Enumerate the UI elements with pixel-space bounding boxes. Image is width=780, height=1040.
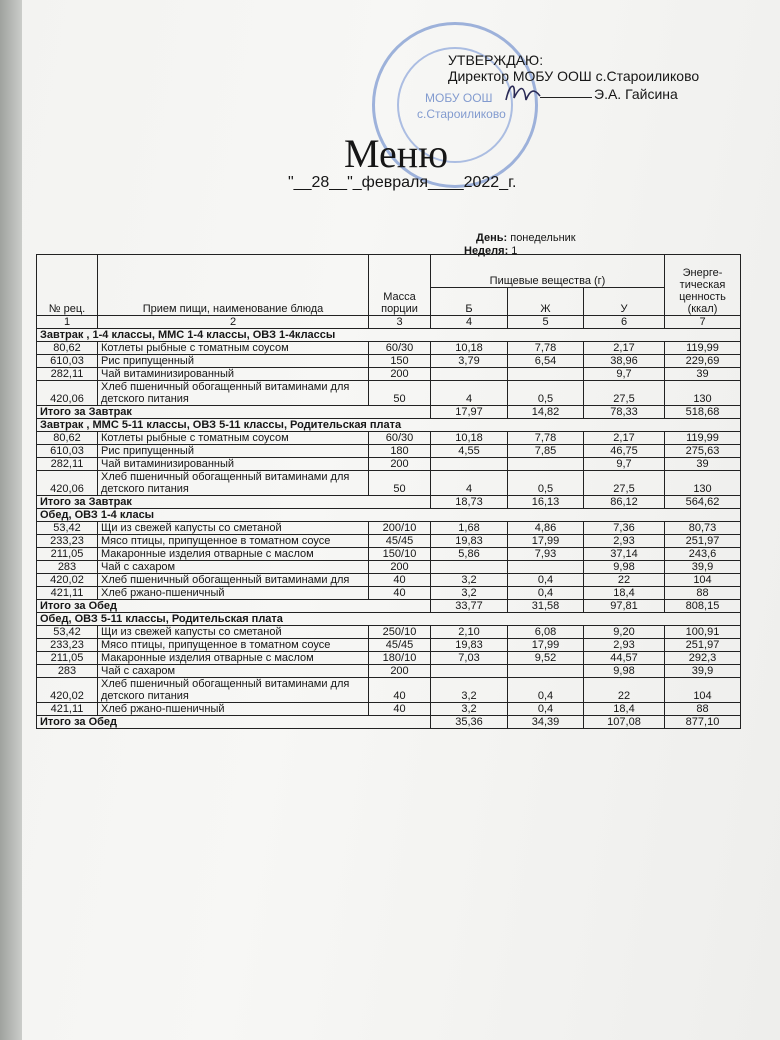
energy-value: 39,9 bbox=[665, 665, 741, 678]
dish-name: Чай с сахаром bbox=[98, 561, 369, 574]
carb-value: 9,98 bbox=[584, 561, 665, 574]
energy-total: 808,15 bbox=[665, 600, 741, 613]
dish-name: Котлеты рыбные с томатным соусом bbox=[98, 342, 369, 355]
table-row bbox=[37, 432, 741, 445]
total-row bbox=[37, 716, 741, 729]
portion-mass: 50 bbox=[369, 381, 431, 406]
fat-value bbox=[508, 458, 584, 471]
total-row bbox=[37, 496, 741, 509]
portion-mass: 180 bbox=[369, 445, 431, 458]
portion-mass: 200 bbox=[369, 665, 431, 678]
col-header-name: Прием пищи, наименование блюда bbox=[98, 255, 369, 316]
dish-name: Хлеб пшеничный обогащенный витаминами для детского питания bbox=[98, 471, 369, 496]
energy-value: 100,91 bbox=[665, 626, 741, 639]
total-label: Итого за Обед bbox=[37, 716, 431, 729]
recipe-number: 233,23 bbox=[37, 535, 98, 548]
stamp-text-line1: МОБУ ООШ bbox=[425, 91, 493, 105]
portion-mass: 150 bbox=[369, 355, 431, 368]
menu-table bbox=[36, 254, 741, 729]
energy-value: 119,99 bbox=[665, 432, 741, 445]
carb-value: 44,57 bbox=[584, 652, 665, 665]
fat-value: 7,85 bbox=[508, 445, 584, 458]
carb-value: 46,75 bbox=[584, 445, 665, 458]
total-label: Итого за Завтрак bbox=[37, 496, 431, 509]
carb-value: 2,17 bbox=[584, 342, 665, 355]
dish-name: Мясо птицы, припущенное в томатном соусе bbox=[98, 535, 369, 548]
fat-value: 7,78 bbox=[508, 342, 584, 355]
energy-value: 39,9 bbox=[665, 561, 741, 574]
fat-total: 14,82 bbox=[508, 406, 584, 419]
recipe-number: 282,11 bbox=[37, 368, 98, 381]
total-row bbox=[37, 600, 741, 613]
total-label: Итого за Завтрак bbox=[37, 406, 431, 419]
protein-value: 3,2 bbox=[431, 587, 508, 600]
signature-scribble bbox=[502, 78, 542, 106]
energy-value: 119,99 bbox=[665, 342, 741, 355]
protein-value: 4,55 bbox=[431, 445, 508, 458]
section-title: Завтрак , ММС 5-11 классы, ОВЗ 5-11 классы, Родительская плата bbox=[37, 419, 741, 432]
table-row bbox=[37, 574, 741, 587]
table-row bbox=[37, 368, 741, 381]
fat-total: 16,13 bbox=[508, 496, 584, 509]
section-title-row bbox=[37, 329, 741, 342]
fat-value: 7,93 bbox=[508, 548, 584, 561]
protein-value: 3,2 bbox=[431, 574, 508, 587]
energy-value: 88 bbox=[665, 703, 741, 716]
col-number: 5 bbox=[508, 316, 584, 329]
dish-name: Хлеб пшеничный обогащенный витаминами для детского питания bbox=[98, 678, 369, 703]
dish-name: Хлеб ржано-пшеничный bbox=[98, 703, 369, 716]
portion-mass: 45/45 bbox=[369, 639, 431, 652]
dish-name: Хлеб пшеничный обогащенный витаминами для детского питания bbox=[98, 381, 369, 406]
protein-value: 10,18 bbox=[431, 342, 508, 355]
carb-value: 2,93 bbox=[584, 639, 665, 652]
fat-value: 0,4 bbox=[508, 703, 584, 716]
col-header-zh: Ж bbox=[508, 288, 584, 316]
recipe-number: 211,05 bbox=[37, 652, 98, 665]
stamp-text-line2: с.Староиликово bbox=[417, 107, 506, 121]
energy-value: 229,69 bbox=[665, 355, 741, 368]
section-title: Завтрак , 1-4 классы, ММС 1-4 классы, ОВЗ 1-4классы bbox=[37, 329, 741, 342]
approval-director: Директор МОБУ ООШ с.Староиликово bbox=[448, 68, 700, 84]
protein-value: 19,83 bbox=[431, 639, 508, 652]
portion-mass: 40 bbox=[369, 678, 431, 703]
col-header-b: Б bbox=[431, 288, 508, 316]
recipe-number: 420,02 bbox=[37, 678, 98, 703]
approval-name: Э.А. Гайсина bbox=[594, 86, 678, 102]
table-row bbox=[37, 342, 741, 355]
protein-value: 1,68 bbox=[431, 522, 508, 535]
recipe-number: 283 bbox=[37, 561, 98, 574]
dish-name: Щи из свежей капусты со сметаной bbox=[98, 626, 369, 639]
energy-value: 251,97 bbox=[665, 639, 741, 652]
col-header-u: У bbox=[584, 288, 665, 316]
carb-value: 38,96 bbox=[584, 355, 665, 368]
col-header-num: № рец. bbox=[37, 255, 98, 316]
carb-value: 9,20 bbox=[584, 626, 665, 639]
week-value: 1 bbox=[511, 245, 518, 257]
protein-value bbox=[431, 665, 508, 678]
col-header-energy: Энерге-тическая ценность (ккал) bbox=[665, 255, 741, 316]
total-label: Итого за Обед bbox=[37, 600, 431, 613]
carb-value: 9,98 bbox=[584, 665, 665, 678]
portion-mass: 200 bbox=[369, 561, 431, 574]
fat-value: 0,4 bbox=[508, 574, 584, 587]
recipe-number: 610,03 bbox=[37, 355, 98, 368]
col-header-nutrients: Пищевые вещества (г) bbox=[431, 255, 665, 288]
protein-value bbox=[431, 561, 508, 574]
paper-edge-shadow bbox=[0, 0, 24, 1040]
recipe-number: 53,42 bbox=[37, 522, 98, 535]
fat-value: 17,99 bbox=[508, 535, 584, 548]
dish-name: Чай витаминизированный bbox=[98, 368, 369, 381]
table-row bbox=[37, 535, 741, 548]
recipe-number: 233,23 bbox=[37, 639, 98, 652]
table-row bbox=[37, 639, 741, 652]
recipe-number: 80,62 bbox=[37, 342, 98, 355]
dish-name: Рис припущенный bbox=[98, 355, 369, 368]
carb-value: 27,5 bbox=[584, 471, 665, 496]
energy-value: 104 bbox=[665, 574, 741, 587]
protein-total: 18,73 bbox=[431, 496, 508, 509]
carb-total: 107,08 bbox=[584, 716, 665, 729]
col-number: 2 bbox=[98, 316, 369, 329]
dish-name: Рис припущенный bbox=[98, 445, 369, 458]
recipe-number: 283 bbox=[37, 665, 98, 678]
portion-mass: 40 bbox=[369, 703, 431, 716]
energy-value: 130 bbox=[665, 381, 741, 406]
table-row bbox=[37, 678, 741, 703]
portion-mass: 250/10 bbox=[369, 626, 431, 639]
carb-total: 97,81 bbox=[584, 600, 665, 613]
portion-mass: 200 bbox=[369, 368, 431, 381]
total-row bbox=[37, 406, 741, 419]
section-title: Обед, ОВЗ 5-11 классы, Родительская плата bbox=[37, 613, 741, 626]
energy-total: 564,62 bbox=[665, 496, 741, 509]
carb-total: 78,33 bbox=[584, 406, 665, 419]
protein-value bbox=[431, 458, 508, 471]
dish-name: Чай витаминизированный bbox=[98, 458, 369, 471]
protein-value: 10,18 bbox=[431, 432, 508, 445]
carb-total: 86,12 bbox=[584, 496, 665, 509]
fat-total: 34,39 bbox=[508, 716, 584, 729]
energy-value: 251,97 bbox=[665, 535, 741, 548]
fat-value: 17,99 bbox=[508, 639, 584, 652]
dish-name: Чай с сахаром bbox=[98, 665, 369, 678]
table-row bbox=[37, 548, 741, 561]
energy-value: 39 bbox=[665, 368, 741, 381]
week-label: Неделя: bbox=[464, 245, 509, 257]
protein-total: 17,97 bbox=[431, 406, 508, 419]
recipe-number: 420,06 bbox=[37, 471, 98, 496]
carb-value: 22 bbox=[584, 574, 665, 587]
section-title: Обед, ОВЗ 1-4 класы bbox=[37, 509, 741, 522]
energy-value: 292,3 bbox=[665, 652, 741, 665]
column-number-row bbox=[37, 316, 741, 329]
carb-value: 9,7 bbox=[584, 368, 665, 381]
recipe-number: 420,02 bbox=[37, 574, 98, 587]
carb-value: 27,5 bbox=[584, 381, 665, 406]
fat-value: 4,86 bbox=[508, 522, 584, 535]
protein-total: 33,77 bbox=[431, 600, 508, 613]
dish-name: Котлеты рыбные с томатным соусом bbox=[98, 432, 369, 445]
table-row bbox=[37, 652, 741, 665]
portion-mass: 200/10 bbox=[369, 522, 431, 535]
protein-total: 35,36 bbox=[431, 716, 508, 729]
table-row bbox=[37, 522, 741, 535]
col-number: 3 bbox=[369, 316, 431, 329]
portion-mass: 60/30 bbox=[369, 432, 431, 445]
table-row bbox=[37, 665, 741, 678]
col-number: 6 bbox=[584, 316, 665, 329]
recipe-number: 211,05 bbox=[37, 548, 98, 561]
day-label: День: bbox=[476, 232, 508, 244]
carb-value: 18,4 bbox=[584, 703, 665, 716]
section-title-row bbox=[37, 613, 741, 626]
protein-value: 3,2 bbox=[431, 703, 508, 716]
fat-value: 6,54 bbox=[508, 355, 584, 368]
portion-mass: 50 bbox=[369, 471, 431, 496]
dish-name: Хлеб пшеничный обогащенный витаминами для bbox=[98, 574, 369, 587]
dish-name: Макаронные изделия отварные с маслом bbox=[98, 548, 369, 561]
table-row bbox=[37, 626, 741, 639]
fat-value bbox=[508, 665, 584, 678]
table-row bbox=[37, 381, 741, 406]
fat-value: 0,5 bbox=[508, 381, 584, 406]
energy-value: 104 bbox=[665, 678, 741, 703]
dish-name: Мясо птицы, припущенное в томатном соусе bbox=[98, 639, 369, 652]
signature-underline bbox=[540, 97, 592, 98]
energy-value: 275,63 bbox=[665, 445, 741, 458]
recipe-number: 420,06 bbox=[37, 381, 98, 406]
table-row bbox=[37, 445, 741, 458]
protein-value: 5,86 bbox=[431, 548, 508, 561]
fat-value: 0,4 bbox=[508, 587, 584, 600]
fat-value: 7,78 bbox=[508, 432, 584, 445]
recipe-number: 80,62 bbox=[37, 432, 98, 445]
day-value: понедельник bbox=[510, 232, 576, 244]
table-row bbox=[37, 458, 741, 471]
recipe-number: 282,11 bbox=[37, 458, 98, 471]
portion-mass: 150/10 bbox=[369, 548, 431, 561]
dish-name: Хлеб ржано-пшеничный bbox=[98, 587, 369, 600]
energy-value: 243,6 bbox=[665, 548, 741, 561]
col-number: 7 bbox=[665, 316, 741, 329]
fat-value bbox=[508, 561, 584, 574]
protein-value: 19,83 bbox=[431, 535, 508, 548]
day-info bbox=[476, 232, 576, 244]
fat-value bbox=[508, 368, 584, 381]
recipe-number: 53,42 bbox=[37, 626, 98, 639]
energy-value: 130 bbox=[665, 471, 741, 496]
document-title: Меню bbox=[344, 131, 449, 176]
energy-value: 88 bbox=[665, 587, 741, 600]
protein-value: 3,79 bbox=[431, 355, 508, 368]
menu-date: "__28__"_февраля____2022_г. bbox=[288, 174, 517, 191]
dish-name: Макаронные изделия отварные с маслом bbox=[98, 652, 369, 665]
dish-name: Щи из свежей капусты со сметаной bbox=[98, 522, 369, 535]
energy-value: 80,73 bbox=[665, 522, 741, 535]
protein-value: 4 bbox=[431, 471, 508, 496]
carb-value: 37,14 bbox=[584, 548, 665, 561]
recipe-number: 421,11 bbox=[37, 703, 98, 716]
portion-mass: 45/45 bbox=[369, 535, 431, 548]
carb-value: 2,17 bbox=[584, 432, 665, 445]
recipe-number: 610,03 bbox=[37, 445, 98, 458]
fat-value: 9,52 bbox=[508, 652, 584, 665]
col-number: 4 bbox=[431, 316, 508, 329]
protein-value: 7,03 bbox=[431, 652, 508, 665]
protein-value: 2,10 bbox=[431, 626, 508, 639]
fat-value: 0,4 bbox=[508, 678, 584, 703]
table-row bbox=[37, 561, 741, 574]
col-number: 1 bbox=[37, 316, 98, 329]
col-header-mass: Масса порции bbox=[369, 255, 431, 316]
carb-value: 9,7 bbox=[584, 458, 665, 471]
portion-mass: 40 bbox=[369, 587, 431, 600]
header-row-1 bbox=[37, 255, 741, 288]
portion-mass: 40 bbox=[369, 574, 431, 587]
protein-value: 3,2 bbox=[431, 678, 508, 703]
table-row bbox=[37, 471, 741, 496]
portion-mass: 60/30 bbox=[369, 342, 431, 355]
protein-value bbox=[431, 368, 508, 381]
protein-value: 4 bbox=[431, 381, 508, 406]
table-row bbox=[37, 355, 741, 368]
carb-value: 7,36 bbox=[584, 522, 665, 535]
portion-mass: 180/10 bbox=[369, 652, 431, 665]
carb-value: 18,4 bbox=[584, 587, 665, 600]
carb-value: 2,93 bbox=[584, 535, 665, 548]
approval-heading: УТВЕРЖДАЮ: bbox=[448, 52, 544, 68]
energy-total: 877,10 bbox=[665, 716, 741, 729]
table-row bbox=[37, 703, 741, 716]
fat-value: 0,5 bbox=[508, 471, 584, 496]
energy-value: 39 bbox=[665, 458, 741, 471]
section-title-row bbox=[37, 419, 741, 432]
fat-value: 6,08 bbox=[508, 626, 584, 639]
portion-mass: 200 bbox=[369, 458, 431, 471]
table-row bbox=[37, 587, 741, 600]
fat-total: 31,58 bbox=[508, 600, 584, 613]
recipe-number: 421,11 bbox=[37, 587, 98, 600]
section-title-row bbox=[37, 509, 741, 522]
energy-total: 518,68 bbox=[665, 406, 741, 419]
carb-value: 22 bbox=[584, 678, 665, 703]
